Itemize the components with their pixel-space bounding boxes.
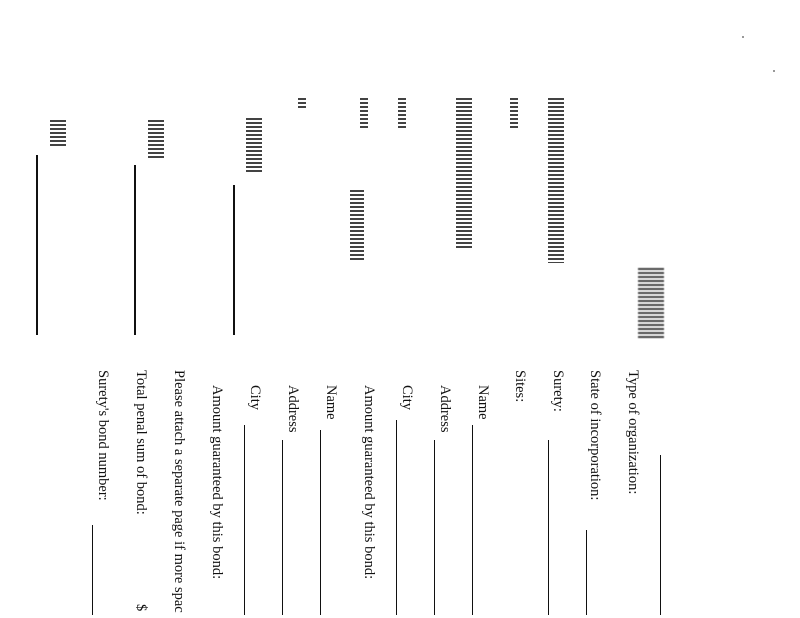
amount-guaranteed-2-label: Amount guaranteed by this bond:	[209, 385, 225, 580]
site-address-2-label: Address	[285, 385, 301, 433]
site-name-1-line	[472, 425, 473, 615]
sites-label: Sites:	[512, 370, 528, 403]
amount-guaranteed-1-label: Amount guaranteed by this bond:	[361, 385, 377, 580]
left-blurred-line-4	[398, 98, 406, 130]
state-of-incorporation-line	[586, 530, 587, 615]
left-blurred-line-5b	[350, 190, 364, 262]
type-of-organization-line	[660, 455, 661, 615]
site-name-2-line	[320, 430, 321, 615]
state-of-incorporation-label: State of incorporation:	[587, 370, 603, 501]
left-blurred-line-3	[456, 98, 472, 248]
left-signature-line-a	[233, 185, 235, 335]
left-blurred-line-2	[510, 98, 518, 130]
left-blurred-label-a	[246, 118, 262, 172]
type-of-organization-label: Type of organization:	[625, 370, 641, 495]
left-blurred-label-b	[148, 120, 164, 160]
site-name-1-label: Name	[475, 385, 491, 420]
site-city-2-line	[244, 425, 245, 615]
site-address-1-label: Address	[437, 385, 453, 433]
surety-label: Surety:	[550, 370, 566, 412]
site-address-1-line	[434, 440, 435, 615]
left-blurred-line-1	[548, 98, 564, 263]
scan-speck-2	[773, 70, 775, 72]
left-blurred-line-5	[360, 98, 368, 130]
dollar-sign: $	[133, 604, 149, 612]
left-blurred-title	[638, 268, 664, 338]
scan-speck-1	[742, 36, 744, 38]
attach-note-label: Please attach a separate page if more spac	[171, 370, 187, 613]
site-name-2-label: Name	[323, 385, 339, 420]
left-signature-line-c	[36, 155, 38, 335]
left-signature-line-b	[134, 165, 136, 335]
site-city-2-label: City	[247, 385, 263, 410]
site-address-2-line	[282, 440, 283, 615]
left-blurred-line-6	[298, 98, 306, 110]
surety-bond-number-label: Surety's bond number:	[95, 370, 111, 501]
total-penal-sum-label: Total penal sum of bond:	[133, 370, 149, 515]
surety-line	[548, 440, 549, 615]
site-city-1-label: City	[399, 385, 415, 410]
left-blurred-label-c	[50, 120, 66, 148]
surety-bond-number-line	[92, 525, 93, 615]
site-city-1-line	[396, 420, 397, 615]
